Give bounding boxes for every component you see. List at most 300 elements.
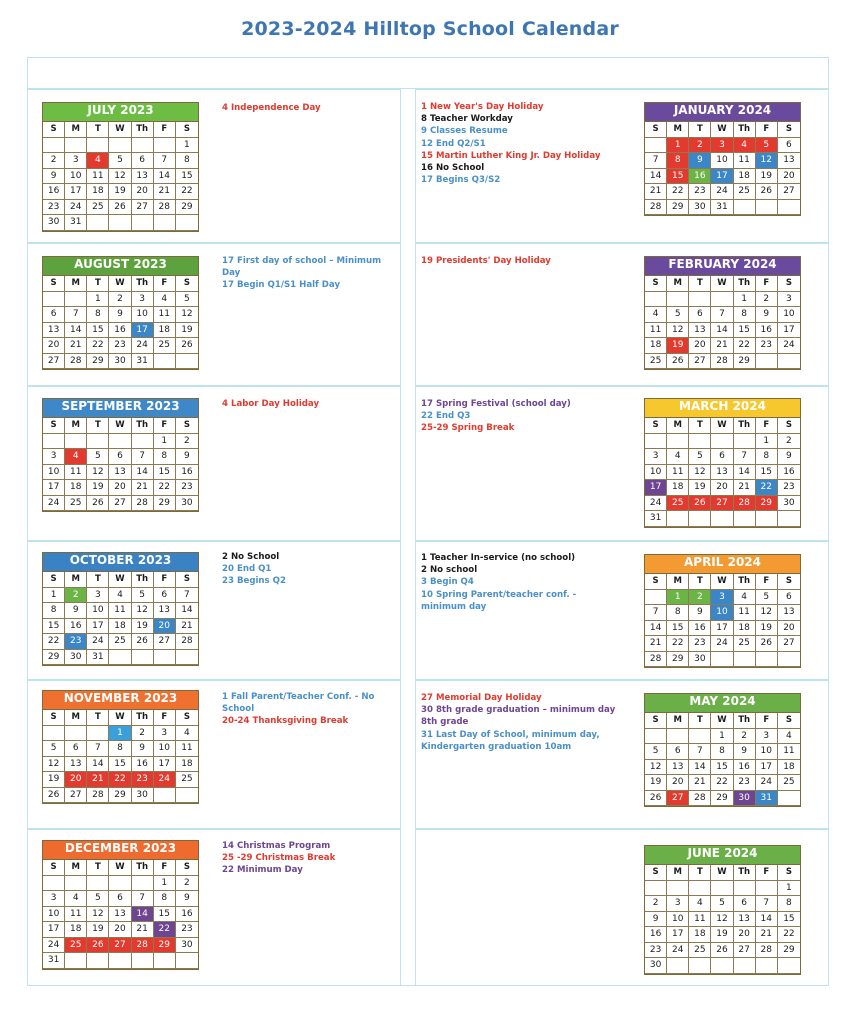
weekday-label: W: [711, 713, 733, 729]
day-cell: 17: [43, 480, 65, 496]
top-banner-row: [27, 57, 829, 89]
calendar-september-2023: [42, 398, 199, 512]
day-cell: 7: [87, 741, 109, 757]
day-cell: 28: [645, 200, 667, 216]
calendar-october-2023: [42, 552, 199, 666]
day-cell: 4: [154, 292, 176, 308]
day-cell: 18: [109, 619, 131, 635]
weekday-label: Th: [132, 710, 154, 726]
day-cell: 27: [667, 791, 689, 807]
empty-day-cell: [176, 650, 198, 666]
day-cell: 1: [778, 881, 800, 897]
day-cell: 19: [667, 338, 689, 354]
empty-day-cell: [87, 953, 109, 969]
day-cell: 6: [667, 744, 689, 760]
weekday-label: Th: [132, 572, 154, 588]
day-cell: 25: [734, 636, 756, 652]
event-note: 8 Teacher Workday: [421, 114, 513, 125]
day-cell: 13: [667, 760, 689, 776]
empty-day-cell: [756, 511, 778, 527]
day-cell: 1: [667, 138, 689, 154]
day-cell: 14: [689, 760, 711, 776]
day-cell: 31: [43, 953, 65, 969]
weekday-label: M: [65, 860, 87, 876]
month-title: APRIL 2024: [645, 555, 800, 574]
day-cell: 29: [778, 943, 800, 959]
day-cell: 25: [667, 496, 689, 512]
day-cell: 22: [154, 922, 176, 938]
weekday-label: T: [689, 574, 711, 590]
day-cell: 3: [711, 138, 733, 154]
day-cell: 3: [132, 292, 154, 308]
day-cell: 31: [132, 354, 154, 370]
day-cell: 18: [87, 184, 109, 200]
day-cell: 30: [176, 496, 198, 512]
weekday-label: Th: [132, 860, 154, 876]
day-cell: 11: [176, 741, 198, 757]
event-note: 20 End Q1: [222, 564, 272, 575]
weekday-label: S: [176, 418, 198, 434]
weekday-label: S: [43, 122, 65, 138]
day-cell: 23: [109, 338, 131, 354]
day-cell: 6: [109, 891, 131, 907]
empty-day-cell: [43, 434, 65, 450]
day-cell: 22: [667, 184, 689, 200]
empty-day-cell: [132, 138, 154, 154]
day-cell: 16: [176, 465, 198, 481]
weekday-label: W: [109, 276, 131, 292]
day-cell: 28: [65, 354, 87, 370]
month-title: SEPTEMBER 2023: [43, 399, 198, 418]
day-cell: 25: [734, 184, 756, 200]
day-cell: 18: [154, 323, 176, 339]
weekday-label: M: [667, 865, 689, 881]
day-cell: 9: [65, 603, 87, 619]
empty-day-cell: [689, 292, 711, 308]
day-cell: 23: [645, 943, 667, 959]
day-cell: 29: [154, 496, 176, 512]
event-note: 27 Memorial Day Holiday: [421, 693, 542, 703]
notes-january-2024: [421, 101, 621, 186]
weekday-label: T: [87, 710, 109, 726]
day-cell: 18: [65, 480, 87, 496]
event-note: 12 End Q2/S1: [421, 138, 486, 149]
empty-day-cell: [43, 726, 65, 742]
day-cell: 20: [109, 922, 131, 938]
day-cell: 19: [756, 621, 778, 637]
day-cell: 25: [65, 938, 87, 954]
day-cell: 12: [87, 907, 109, 923]
day-cell: 26: [689, 496, 711, 512]
event-note: 9 Classes Resume: [421, 126, 508, 137]
day-cell: 4: [176, 726, 198, 742]
day-cell: 6: [132, 153, 154, 169]
day-cell: 24: [667, 943, 689, 959]
day-cell: 1: [109, 726, 131, 742]
day-cell: 27: [132, 200, 154, 216]
day-cell: 21: [711, 338, 733, 354]
day-cell: 7: [132, 891, 154, 907]
weekday-label: S: [43, 276, 65, 292]
weekday-label: W: [109, 122, 131, 138]
empty-day-cell: [43, 292, 65, 308]
empty-day-cell: [645, 729, 667, 745]
empty-day-cell: [711, 511, 733, 527]
calendar-january-2024: [644, 102, 801, 216]
weekday-label: S: [778, 418, 800, 434]
day-cell: 9: [689, 153, 711, 169]
day-cell: 21: [65, 338, 87, 354]
weekday-label: T: [689, 418, 711, 434]
weekday-label: W: [109, 710, 131, 726]
day-cell: 28: [132, 938, 154, 954]
empty-day-cell: [65, 292, 87, 308]
month-title: MAY 2024: [645, 694, 800, 713]
day-cell: 1: [43, 588, 65, 604]
day-cell: 22: [711, 775, 733, 791]
weekday-label: S: [43, 860, 65, 876]
day-cell: 17: [43, 922, 65, 938]
day-cell: 19: [87, 922, 109, 938]
weekday-label: Th: [734, 418, 756, 434]
day-cell: 13: [689, 323, 711, 339]
notes-july-2023: [222, 102, 392, 114]
month-title: MARCH 2024: [645, 399, 800, 418]
day-cell: 18: [65, 922, 87, 938]
weekday-label: Th: [734, 574, 756, 590]
day-cell: 4: [667, 449, 689, 465]
day-cell: 14: [734, 465, 756, 481]
weekday-label: Th: [734, 713, 756, 729]
day-cell: 22: [778, 927, 800, 943]
day-cell: 17: [711, 621, 733, 637]
empty-day-cell: [87, 434, 109, 450]
day-cell: 23: [689, 184, 711, 200]
day-cell: 15: [756, 465, 778, 481]
day-cell: 24: [711, 636, 733, 652]
empty-day-cell: [132, 953, 154, 969]
event-note: 3 Begin Q4: [421, 577, 474, 588]
day-cell: 13: [154, 603, 176, 619]
event-note: 14 Christmas Program: [222, 841, 331, 851]
day-cell: 24: [87, 634, 109, 650]
day-cell: 3: [645, 449, 667, 465]
day-cell: 21: [132, 922, 154, 938]
day-cell: 24: [132, 338, 154, 354]
weekday-label: F: [154, 860, 176, 876]
day-cell: 19: [689, 480, 711, 496]
empty-day-cell: [132, 215, 154, 231]
day-cell: 5: [711, 896, 733, 912]
empty-day-cell: [689, 881, 711, 897]
day-cell: 22: [154, 480, 176, 496]
weekday-label: M: [65, 418, 87, 434]
day-cell: 7: [176, 588, 198, 604]
day-cell: 13: [778, 153, 800, 169]
day-cell: 1: [711, 729, 733, 745]
day-cell: 20: [734, 927, 756, 943]
calendar-november-2023: [42, 690, 199, 804]
day-cell: 22: [43, 634, 65, 650]
weekday-label: Th: [734, 122, 756, 138]
day-cell: 8: [176, 153, 198, 169]
event-note: 30 8th grade graduation – minimum day 8th grade: [421, 705, 616, 728]
empty-day-cell: [132, 650, 154, 666]
empty-day-cell: [132, 876, 154, 892]
weekday-label: M: [65, 276, 87, 292]
day-cell: 3: [667, 896, 689, 912]
day-cell: 6: [109, 449, 131, 465]
weekday-label: S: [176, 710, 198, 726]
day-cell: 21: [176, 619, 198, 635]
day-cell: 23: [176, 922, 198, 938]
day-cell: 26: [109, 200, 131, 216]
calendar-may-2024: [644, 693, 801, 807]
empty-day-cell: [87, 215, 109, 231]
weekday-label: M: [667, 574, 689, 590]
event-note: 25-29 Spring Break: [421, 423, 515, 434]
notes-august-2023: [222, 255, 392, 292]
event-note: 2 No School: [222, 552, 280, 562]
day-cell: 27: [778, 184, 800, 200]
empty-day-cell: [711, 292, 733, 308]
notes-november-2023: [222, 691, 392, 728]
day-cell: 8: [43, 603, 65, 619]
day-cell: 6: [65, 741, 87, 757]
day-cell: 1: [734, 292, 756, 308]
day-cell: 10: [711, 153, 733, 169]
empty-day-cell: [778, 652, 800, 668]
day-cell: 9: [176, 449, 198, 465]
weekday-label: W: [711, 574, 733, 590]
day-cell: 30: [43, 215, 65, 231]
day-cell: 15: [734, 323, 756, 339]
day-cell: 7: [132, 449, 154, 465]
month-title: JUNE 2024: [645, 846, 800, 865]
weekday-label: Th: [734, 865, 756, 881]
calendar-march-2024: [644, 398, 801, 528]
day-cell: 31: [756, 791, 778, 807]
weekday-label: W: [711, 276, 733, 292]
empty-day-cell: [711, 434, 733, 450]
day-cell: 20: [778, 621, 800, 637]
empty-day-cell: [109, 876, 131, 892]
weekday-label: F: [756, 276, 778, 292]
day-cell: 20: [132, 184, 154, 200]
day-cell: 10: [667, 912, 689, 928]
day-cell: 15: [667, 169, 689, 185]
weekday-label: W: [109, 418, 131, 434]
event-note: 17 Begin Q1/S1 Half Day: [222, 280, 341, 291]
calendar-december-2023: [42, 840, 199, 970]
day-cell: 1: [154, 434, 176, 450]
weekday-label: M: [667, 713, 689, 729]
day-cell: 28: [734, 496, 756, 512]
weekday-label: T: [689, 122, 711, 138]
empty-day-cell: [154, 788, 176, 804]
day-cell: 29: [87, 354, 109, 370]
empty-day-cell: [711, 652, 733, 668]
day-cell: 26: [645, 791, 667, 807]
weekday-label: Th: [132, 418, 154, 434]
empty-day-cell: [667, 511, 689, 527]
day-cell: 29: [43, 650, 65, 666]
day-cell: 2: [132, 726, 154, 742]
empty-day-cell: [154, 215, 176, 231]
weekday-label: F: [154, 710, 176, 726]
day-cell: 25: [689, 943, 711, 959]
day-cell: 22: [109, 772, 131, 788]
day-cell: 10: [778, 307, 800, 323]
day-cell: 9: [176, 891, 198, 907]
day-cell: 29: [756, 496, 778, 512]
event-note: 10 Spring Parent/teacher conf. - minimum day: [421, 589, 577, 612]
day-cell: 29: [109, 788, 131, 804]
day-cell: 23: [778, 480, 800, 496]
day-cell: 23: [756, 338, 778, 354]
day-cell: 29: [734, 354, 756, 370]
day-cell: 8: [667, 605, 689, 621]
day-cell: 28: [87, 788, 109, 804]
empty-day-cell: [734, 652, 756, 668]
weekday-label: W: [109, 572, 131, 588]
day-cell: 8: [778, 896, 800, 912]
empty-day-cell: [109, 650, 131, 666]
day-cell: 12: [667, 323, 689, 339]
empty-day-cell: [154, 354, 176, 370]
empty-day-cell: [154, 953, 176, 969]
weekday-label: M: [65, 122, 87, 138]
weekday-label: S: [43, 572, 65, 588]
day-cell: 19: [87, 480, 109, 496]
weekday-label: S: [645, 418, 667, 434]
weekday-label: T: [87, 860, 109, 876]
empty-day-cell: [756, 652, 778, 668]
notes-september-2023: [222, 398, 392, 410]
day-cell: 7: [645, 605, 667, 621]
day-cell: 6: [778, 138, 800, 154]
day-cell: 1: [87, 292, 109, 308]
day-cell: 25: [109, 634, 131, 650]
day-cell: 25: [87, 200, 109, 216]
day-cell: 2: [176, 434, 198, 450]
day-cell: 22: [734, 338, 756, 354]
day-cell: 18: [645, 338, 667, 354]
day-cell: 4: [109, 588, 131, 604]
day-cell: 24: [711, 184, 733, 200]
empty-day-cell: [109, 434, 131, 450]
empty-day-cell: [43, 876, 65, 892]
day-cell: 6: [689, 307, 711, 323]
day-cell: 16: [756, 323, 778, 339]
calendar-august-2023: [42, 256, 199, 370]
day-cell: 26: [756, 636, 778, 652]
day-cell: 8: [756, 449, 778, 465]
day-cell: 6: [734, 896, 756, 912]
day-cell: 31: [65, 215, 87, 231]
day-cell: 12: [132, 603, 154, 619]
day-cell: 12: [711, 912, 733, 928]
month-title: OCTOBER 2023: [43, 553, 198, 572]
day-cell: 8: [154, 449, 176, 465]
day-cell: 5: [43, 741, 65, 757]
day-cell: 14: [176, 603, 198, 619]
day-cell: 29: [176, 200, 198, 216]
day-cell: 10: [756, 744, 778, 760]
empty-day-cell: [667, 434, 689, 450]
day-cell: 23: [689, 636, 711, 652]
weekday-label: S: [176, 276, 198, 292]
weekday-label: S: [645, 713, 667, 729]
weekday-label: T: [689, 713, 711, 729]
day-cell: 7: [154, 153, 176, 169]
day-cell: 20: [43, 338, 65, 354]
weekday-label: Th: [132, 122, 154, 138]
day-cell: 21: [154, 184, 176, 200]
event-note: 4 Labor Day Holiday: [222, 399, 320, 409]
day-cell: 22: [756, 480, 778, 496]
weekday-label: M: [65, 572, 87, 588]
weekday-label: S: [778, 713, 800, 729]
day-cell: 14: [65, 323, 87, 339]
day-cell: 27: [43, 354, 65, 370]
weekday-label: T: [87, 572, 109, 588]
page-title: 2023-2024 Hilltop School Calendar: [241, 18, 619, 40]
notes-december-2023: [222, 840, 392, 877]
day-cell: 16: [689, 169, 711, 185]
day-cell: 7: [689, 744, 711, 760]
day-cell: 22: [87, 338, 109, 354]
day-cell: 26: [87, 496, 109, 512]
weekday-label: Th: [734, 276, 756, 292]
day-cell: 25: [65, 496, 87, 512]
day-cell: 24: [756, 775, 778, 791]
day-cell: 12: [109, 169, 131, 185]
empty-day-cell: [87, 876, 109, 892]
day-cell: 1: [154, 876, 176, 892]
day-cell: 3: [154, 726, 176, 742]
day-cell: 12: [756, 153, 778, 169]
day-cell: 14: [645, 169, 667, 185]
weekday-label: Th: [132, 276, 154, 292]
day-cell: 6: [711, 449, 733, 465]
empty-day-cell: [667, 729, 689, 745]
empty-day-cell: [734, 511, 756, 527]
day-cell: 24: [43, 938, 65, 954]
day-cell: 11: [734, 605, 756, 621]
day-cell: 30: [778, 496, 800, 512]
event-note: 15 Martin Luther King Jr. Day Holiday: [421, 150, 601, 161]
day-cell: 2: [689, 590, 711, 606]
day-cell: 5: [756, 590, 778, 606]
empty-day-cell: [65, 138, 87, 154]
event-note: 17 Spring Festival (school day): [421, 399, 571, 409]
empty-day-cell: [176, 354, 198, 370]
weekday-label: W: [711, 418, 733, 434]
day-cell: 28: [176, 634, 198, 650]
day-cell: 10: [645, 465, 667, 481]
empty-day-cell: [176, 215, 198, 231]
day-cell: 24: [43, 496, 65, 512]
day-cell: 4: [645, 307, 667, 323]
day-cell: 2: [109, 292, 131, 308]
day-cell: 17: [756, 760, 778, 776]
weekday-label: S: [778, 865, 800, 881]
day-cell: 8: [109, 741, 131, 757]
weekday-label: F: [756, 713, 778, 729]
day-cell: 26: [756, 184, 778, 200]
empty-day-cell: [778, 511, 800, 527]
